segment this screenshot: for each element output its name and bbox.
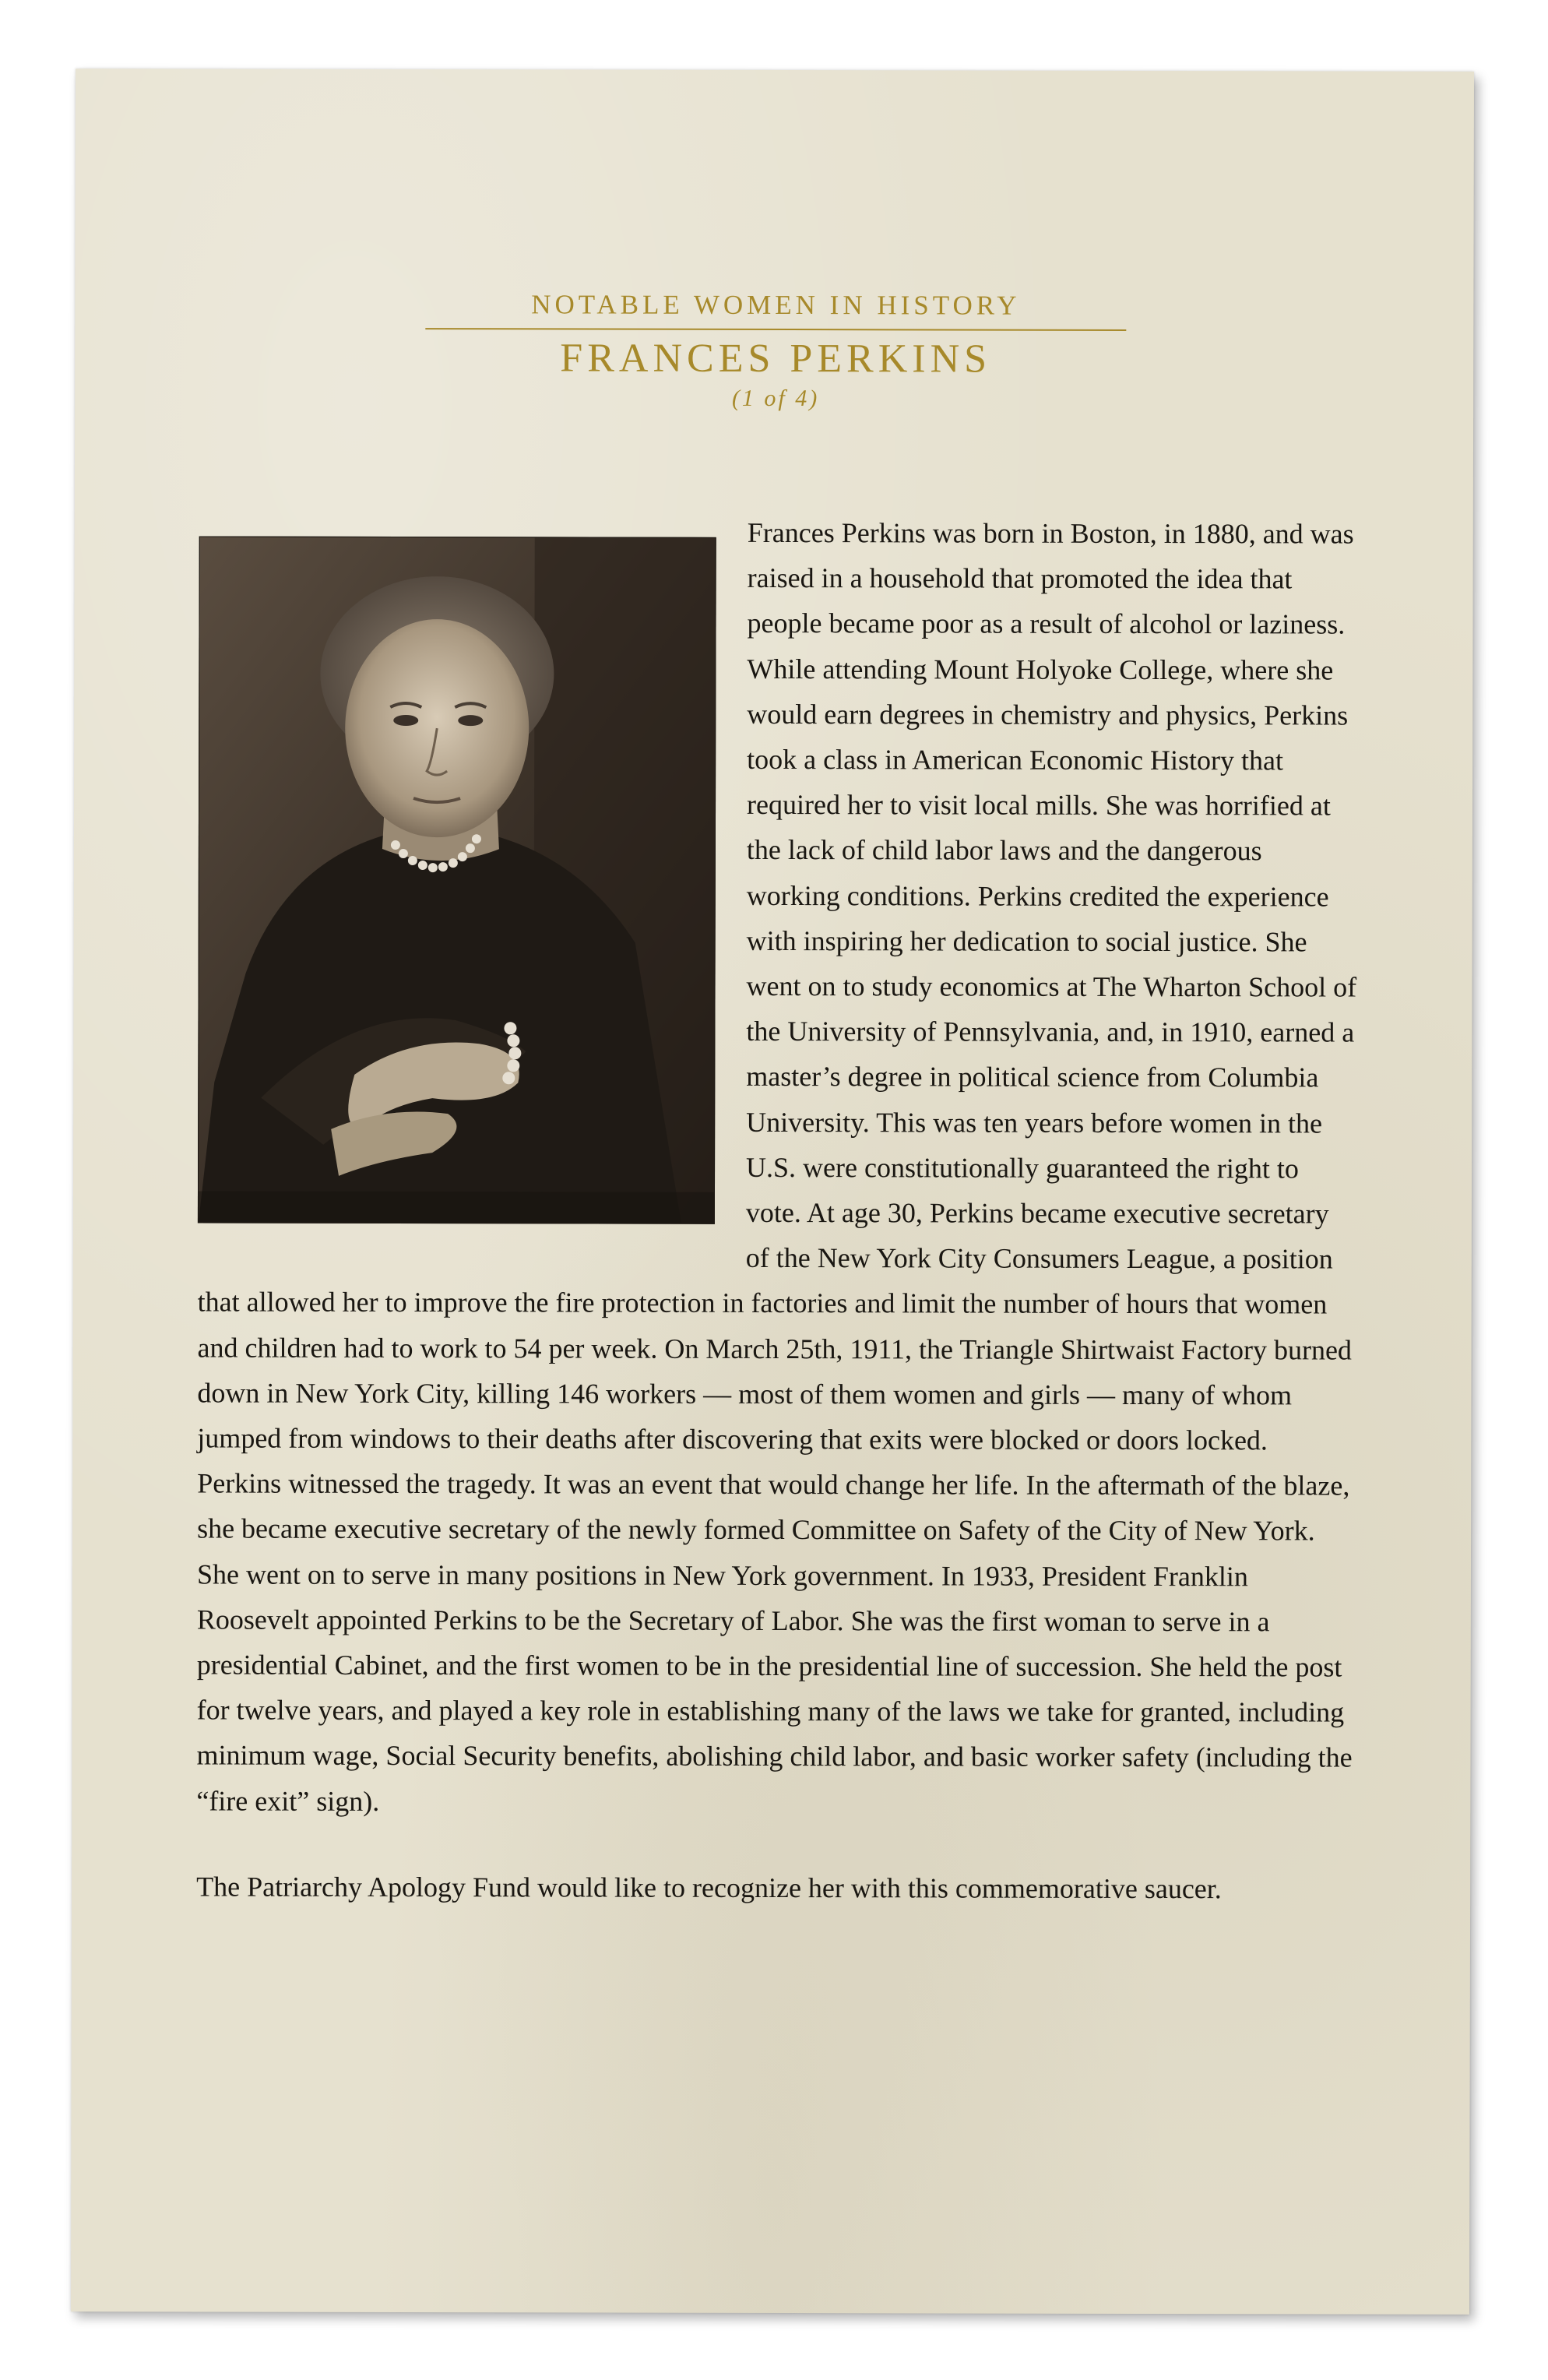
document-header — [425, 287, 1126, 414]
biography-text — [196, 509, 1360, 1911]
paragraph-spacer — [196, 1823, 1356, 1866]
page-title: FRANCES PERKINS — [560, 336, 992, 382]
paper-sheet — [71, 69, 1474, 2315]
portrait-photo — [198, 536, 716, 1223]
closing-paragraph: The Patriarchy Apology Fund would like to recognize her with this commemorative saucer. — [196, 1871, 1222, 1905]
series-kicker: NOTABLE WOMEN IN HISTORY — [425, 287, 1126, 331]
biography-paragraph: Frances Perkins was born in Boston, in 1880, and was raised in a household that promoted the idea that people became poor as a result of alcohol or laziness. While attending Mount Holyoke College, where she would earn degrees in chemistry and physics, Perkins took a class in American Economic History that required her to visit local mills. She was horrified at the lack of child labor laws and the dangerous working conditions. Perkins credited the experience with inspiring her dedication to social justice. She went on to study economics at The Wharton School of the University of Pennsylvania, and, in 1910, earned a master’s degree in political science from Columbia University. This was ten years before women in the U.S. were constitutionally guaranteed the right to vote. At age 30, Perkins became executive secretary of the New York City Consumers League, a position that allowed her to improve the fire protection in factories and limit the number of hours that women and children had to work to 54 per week. On March 25th, 1911, the Triangle Shirtwaist Factory burned down in New York City, killing 146 workers — most of them women and girls — many of whom jumped from windows to their deaths after discovering that exits were blocked or doors locked. Perkins witnessed the tragedy. It was an event that would change her life. In the aftermath of the blaze, she became executive secretary of the newly formed Committee on Safety of the City of New York. She went on to serve in many positions in New York government. In 1933, President Franklin Roosevelt appointed Perkins to be the Secretary of Labor. She was the first woman to serve in a presidential Cabinet, and the first women to be in the presidential line of succession. She held the post for twelve years, and played a key role in establishing many of the laws we take for granted, including minimum wage, Social Security benefits, abolishing child labor, and basic worker safety (including the “fire exit” sign). — [196, 516, 1357, 1817]
part-indicator: (1 of 4) — [731, 385, 820, 412]
portrait-image — [199, 537, 716, 1223]
